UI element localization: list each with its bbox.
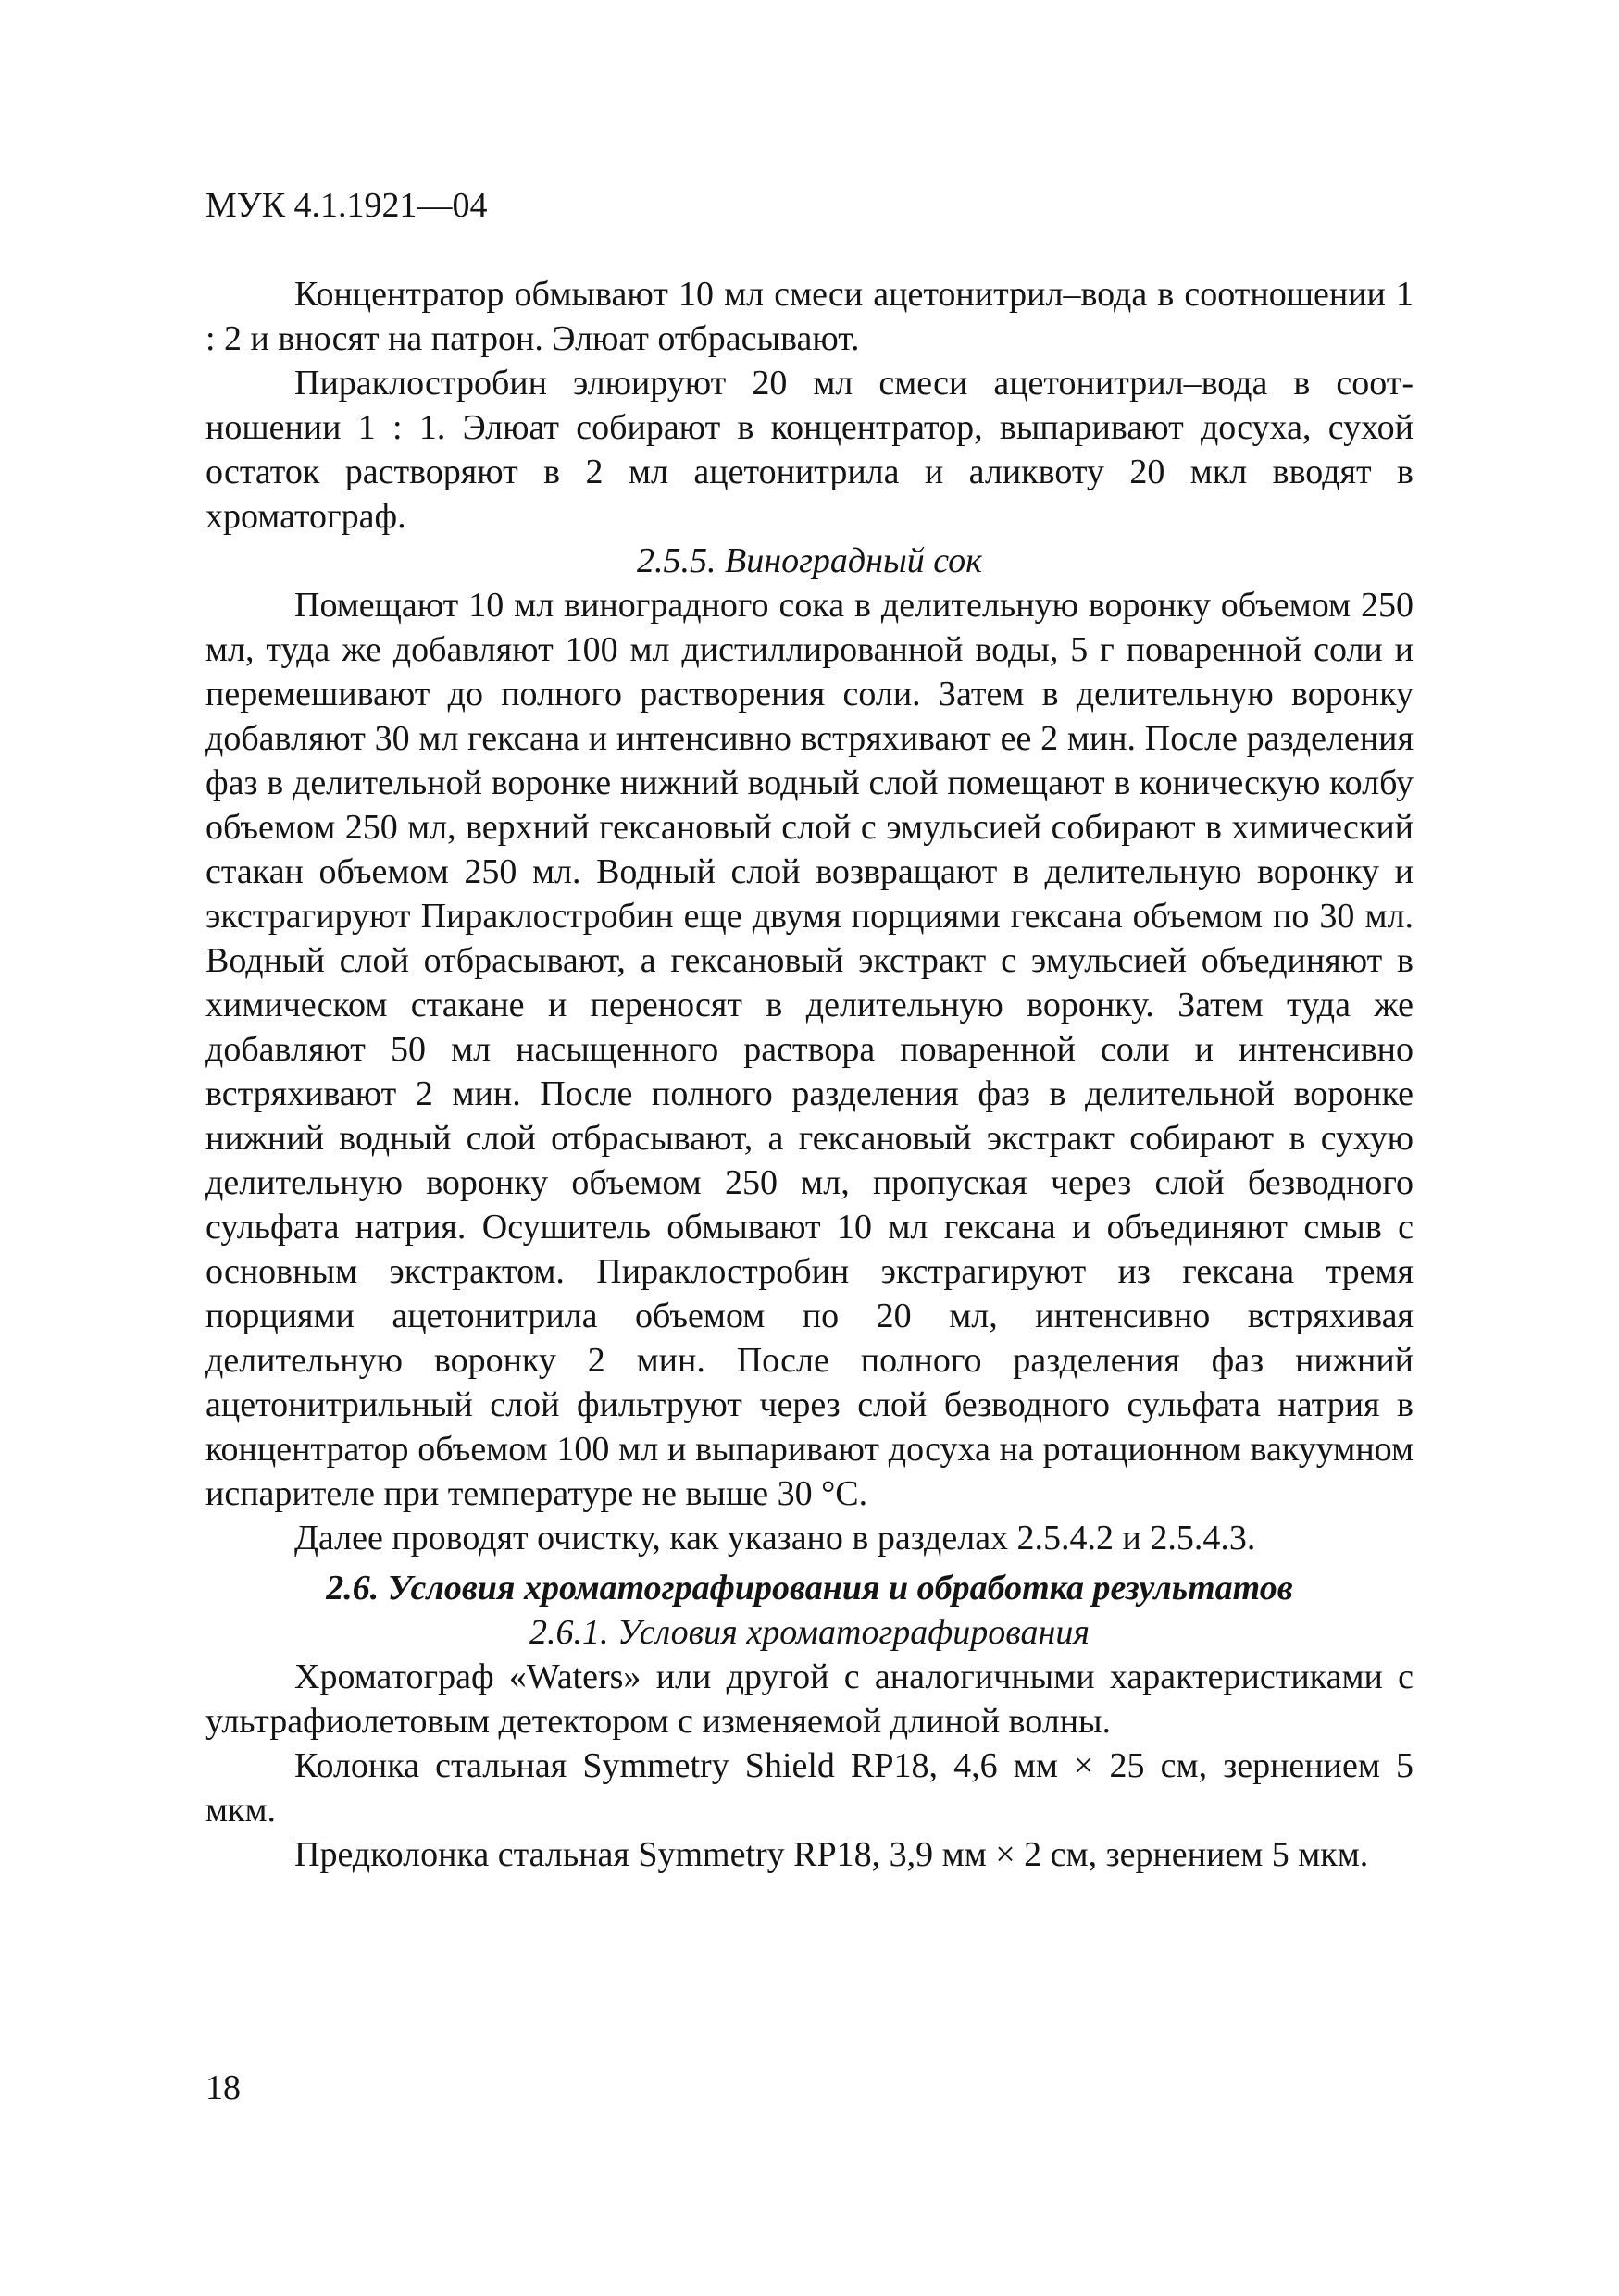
section-heading-chromatography: 2.6. Условия хроматографирования и обработка результатов xyxy=(326,1569,1293,1607)
section-heading-chromatography-conditions: 2.6.1. Условия хроматографирования xyxy=(529,1613,1090,1652)
paragraph-cleanup-reference: Далее проводят очистку, как указано в разделах 2.5.4.2 и 2.5.4.3. xyxy=(294,1519,1256,1558)
paragraph-chromatograph: Хроматограф «Waters» или другой с аналогичными характеристиками с ультрафиолетовым детектором с изменяемой длиной волны. xyxy=(205,1657,1414,1741)
page-number: 18 xyxy=(205,2068,241,2107)
paragraph-precolumn: Предколонка стальная Symmetry RP18, 3,9 мм × 2 см, зернением 5 мкм. xyxy=(294,1835,1369,1874)
page-body xyxy=(205,272,1414,1877)
paragraph-grape-juice-procedure: Помещают 10 мл виноградного сока в делительную воронку объемом 250 мл, туда же добавляют 100 мл дистиллированной воды, 5 г поваренной соли и перемешивают до полного растворения соли. Затем в делительную воронку добавляют 30 мл гексана и интенсивно встряхивают ее 2 мин. После разделения фаз в делительной воронке нижний водный слой помещают в коническую колбу объемом 250 мл, верхний гексановый слой с эмульсией собирают в химический стакан объемом 250 мл. Водный слой возвращают в делительную воронку и экстрагируют Пираклостробин еще двумя порциями гексана объемом по 30 мл. Водный слой отбрасывают, а гексановый экстракт с эмульсией объединяют в химическом стакане и переносят в делительную воронку. Затем туда же добавляют 50 мл насыщенного раствора поваренной соли и интенсивно встряхивают 2 мин. После полного разделения фаз в делительной воронке нижний водный слой отбрасывают, а гексановый экстракт собирают в сухую делительную воронку объемом 250 мл, пропуская через слой безводного сульфата натрия. Осушитель обмывают 10 мл гексана и объединяют смыв с основным экстрактом. Пираклостробин экстрагируют из гексана тремя порциями ацетонитрила объемом по 20 мл, интенсивно встряхивая делительную воронку 2 мин. После полного разделения фаз нижний ацетонитрильный слой фильтруют через слой безводного сульфата натрия в концентратор объемом 100 мл и выпаривают досуха на ротационном вакуумном испарителе при температуре не выше 30 °С. xyxy=(205,586,1414,1513)
section-heading-grape-juice: 2.5.5. Виноградный сок xyxy=(637,541,982,580)
paragraph-concentrator-wash: Концентратор обмывают 10 мл смеси ацетонитрил–вода в соотношении 1 : 2 и вносят на патрон. Элюат отбрасывают. xyxy=(205,275,1414,358)
paragraph-elution: Пираклостробин элюируют 20 мл смеси ацетонитрил–вода в соотношении 1 : 1. Элюат собирают в концентратор, выпаривают досуха, сухой остаток растворяют в 2 мл ацетонитрила и аликвоту 20 мкл вводят в хроматограф. xyxy=(205,364,1414,536)
paragraph-column: Колонка стальная Symmetry Shield RP18, 4,6 мм × 25 см, зернением 5 мкм. xyxy=(205,1746,1414,1830)
running-header: МУК 4.1.1921—04 xyxy=(205,186,488,225)
